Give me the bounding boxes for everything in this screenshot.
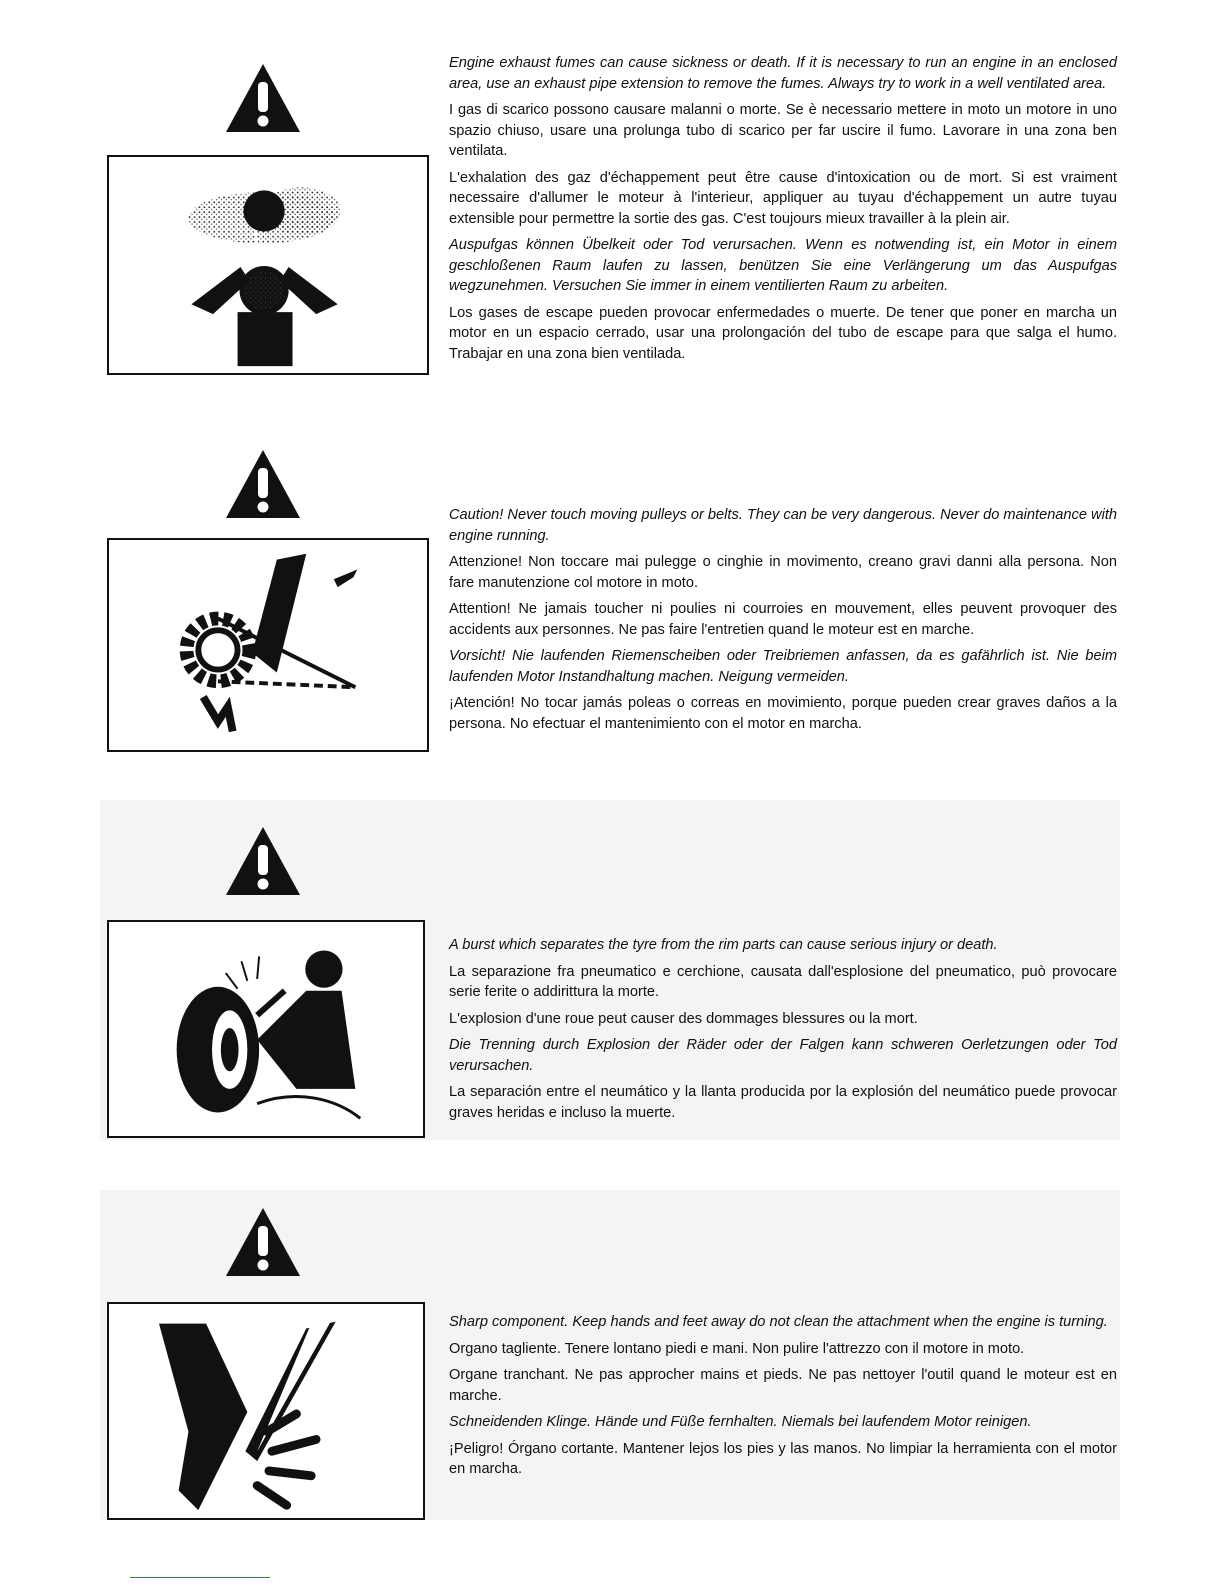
warning-text-en: Caution! Never touch moving pulleys or belts. They can be very dangerous. Never do maintenance with engine running.	[449, 507, 1117, 544]
warning-text-de: Auspufgas können Übelkeit oder Tod verursachen. Wenn es notwending ist, ein Motor in einem geschloßenen Raum laufen zu lassen, benützen Sie eine Verlängerung um das Auspufgas wegzunehmen. Versuchen Sie immer in einem ventilierten Raum zu arbeiten.	[449, 237, 1117, 294]
warning-text-es: La separación entre el neumático y la llanta producida por la explosión del neumático puede provocar graves heridas e incluso la muerte.	[449, 1084, 1117, 1121]
warning-text-de: Schneidenden Klinge. Hände und Füße fernhalten. Niemals bei laufendem Motor reinigen.	[449, 1414, 1032, 1430]
section-belts-text	[449, 505, 1117, 740]
hand-cut-pictogram-icon	[107, 1302, 425, 1520]
warning-triangle-icon	[224, 1206, 302, 1278]
belt-entanglement-pictogram-icon	[107, 538, 429, 752]
warning-text-es: Los gases de escape pueden provocar enfermedades o muerte. De tener que poner en marcha un motor en un espacio cerrado, usar una prolongación del tubo de escape para que salga el humo. Trabajar en una zona bien ventilada.	[449, 304, 1117, 362]
tyre-explosion-pictogram-icon	[107, 920, 425, 1138]
warning-text-fr: Attention! Ne jamais toucher ni poulies ni courroies en mouvement, elles peuvent provoquer des accidents aux personnes. Ne pas faire l'entretien quand le moteur est en marche.	[449, 601, 1117, 638]
warning-text-de: Vorsicht! Nie laufenden Riemenscheiben oder Treibriemen anfassen, da es gafährlich ist. Nie beim laufenden Motor Instandhaltung machen. Neigung vermeiden.	[449, 648, 1117, 685]
warning-text-en: Sharp component. Keep hands and feet away do not clean the attachment when the engine is turning.	[449, 1314, 1108, 1330]
warning-text-fr: Organe tranchant. Ne pas approcher mains et pieds. Ne pas nettoyer l'outil quand le moteur est en marche.	[449, 1367, 1117, 1404]
warning-text-fr: L'exhalation des gaz d'échappement peut être cause d'intoxication ou de mort. Si est vraiment necessaire d'allumer le moteur à l'interieur, appliquer au tuyau d'échappement un autre tuyau extensible pour permettre la sortie des gas. C'est toujours mieux travailler à la plein air.	[449, 169, 1117, 227]
warning-text-fr: L'explosion d'une roue peut causer des dommages blessures ou la mort.	[449, 1010, 918, 1027]
exhaust-fumes-pictogram-icon	[107, 155, 429, 375]
warning-text-it: I gas di scarico possono causare malanni o morte. Se è necessario mettere in moto un motore in uno spazio chiuso, usare una prolunga tubo di scarico per far uscire il fumo. Lavorare in una zona ben ventilata.	[449, 102, 1117, 159]
warning-text-es: ¡Atención! No tocar jamás poleas o correas en movimiento, porque pueden crear graves daños a la persona. No efectuar el mantenimiento con el motor en marcha.	[449, 695, 1117, 732]
warning-text-en: Engine exhaust fumes can cause sickness or death. If it is necessary to run an engine in an enclosed area, use an exhaust pipe extension to remove the fumes. Always try to work in a well ventilated area.	[449, 55, 1117, 92]
warning-text-it: La separazione fra pneumatico e cerchione, causata dall'esplosione del pneumatico, può provocare serie ferite o addirittura la morte.	[449, 963, 1117, 1000]
section-sharp-text	[449, 1312, 1117, 1486]
warning-triangle-icon	[224, 825, 302, 897]
section-tyre-text	[449, 935, 1117, 1129]
footer-rule	[130, 1577, 270, 1578]
warning-triangle-icon	[224, 448, 302, 520]
warning-text-es: ¡Peligro! Órgano cortante. Mantener lejos los pies y las manos. No limpiar la herramienta con el motor en marcha.	[449, 1440, 1117, 1477]
warning-text-it: Organo tagliente. Tenere lontano piedi e mani. Non pulire l'attrezzo con il motore in moto.	[449, 1340, 1025, 1357]
section-exhaust-text	[449, 53, 1117, 370]
warning-triangle-icon	[224, 62, 302, 134]
warning-text-en: A burst which separates the tyre from the rim parts can cause serious injury or death.	[449, 937, 998, 953]
warning-text-it: Attenzione! Non toccare mai pulegge o cinghie in movimento, creano gravi danni alla persona. Non fare manutenzione col motore in moto.	[449, 554, 1117, 591]
warning-text-de: Die Trenning durch Explosion der Räder oder der Falgen kann schweren Oerletzungen oder Tod verursachen.	[449, 1037, 1117, 1074]
